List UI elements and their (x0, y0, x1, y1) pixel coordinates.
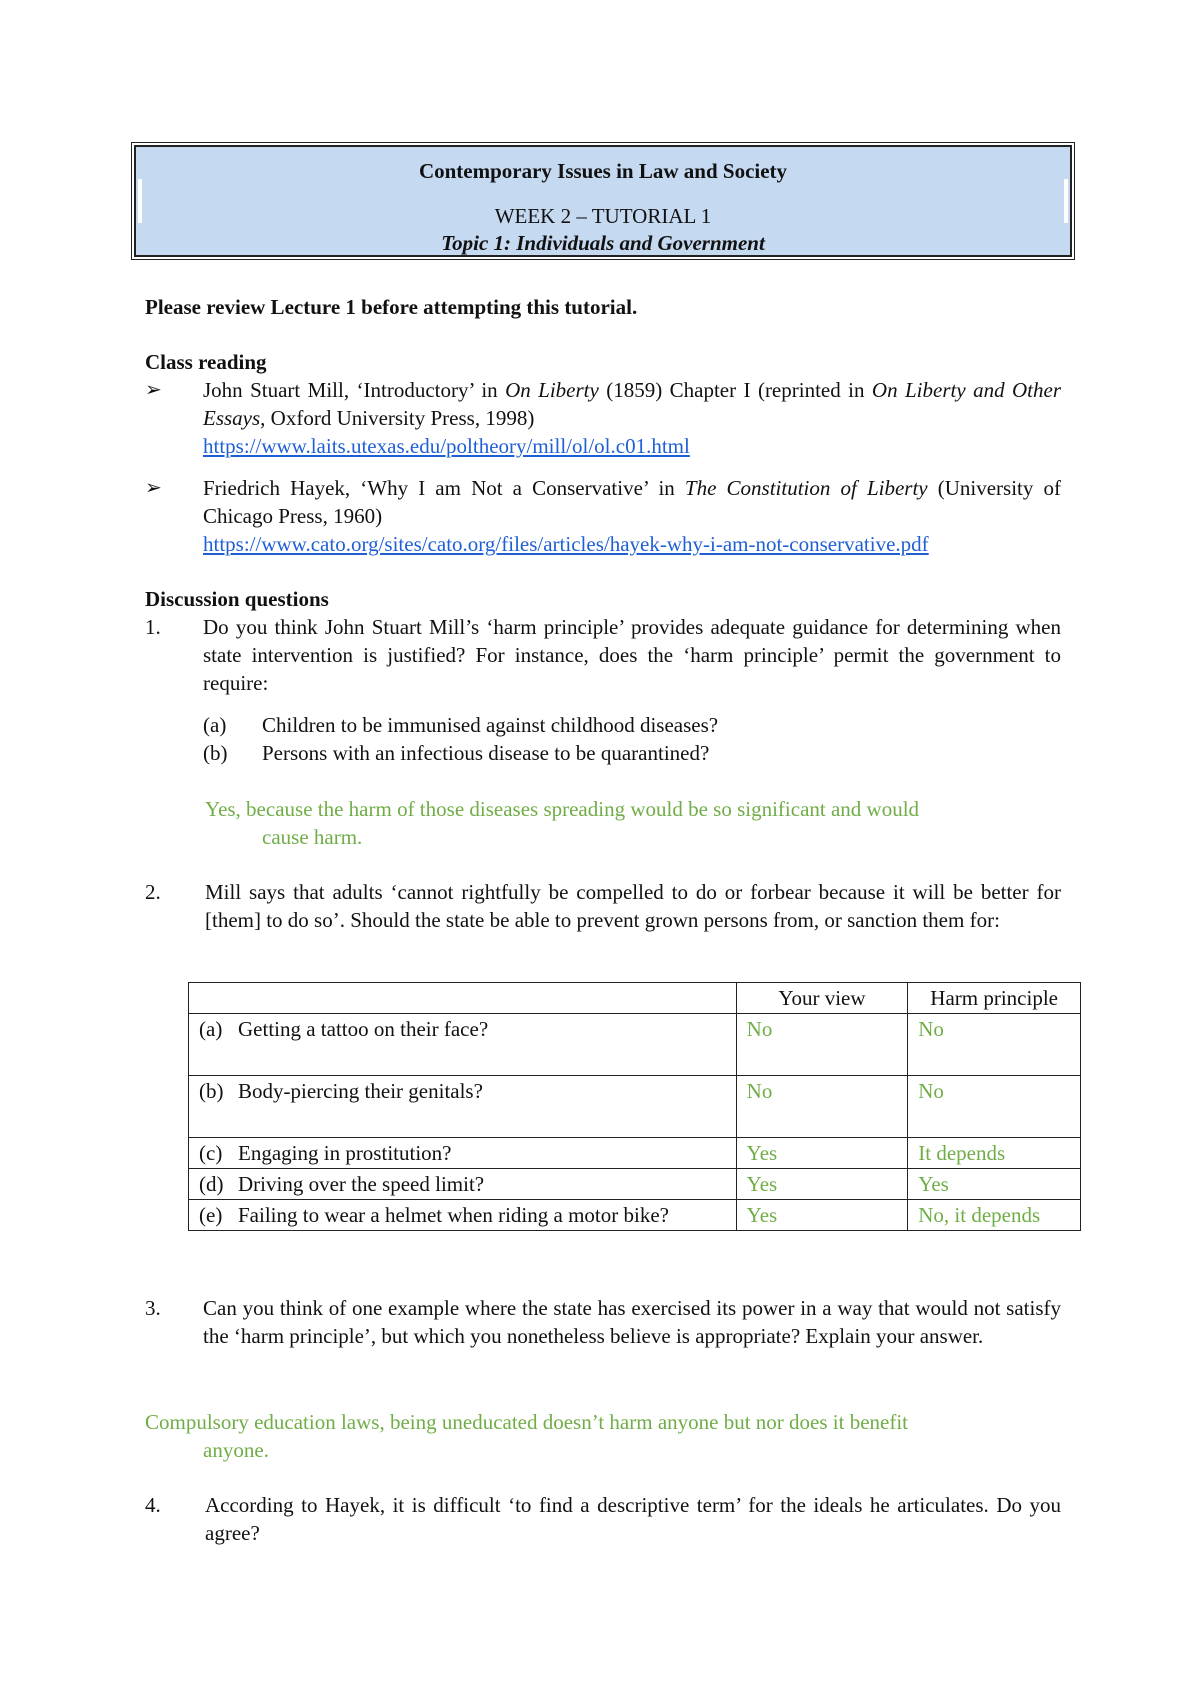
question-number-3: 3. (145, 1296, 161, 1320)
harm-principle-cell: No (908, 1014, 1081, 1076)
table-item-cell: (d) Driving over the speed limit? (189, 1169, 737, 1200)
reading-link-2[interactable]: https://www.cato.org/sites/cato.org/files/articles/hayek-why-i-am-not-conservative.pdf (203, 532, 929, 556)
question-number-2: 2. (145, 880, 161, 904)
week-title: WEEK 2 – TUTORIAL 1 (494, 204, 712, 228)
arrow-bullet-icon: ➢ (145, 379, 162, 401)
question-1-text: Do you think John Stuart Mill’s ‘harm principle’ provides adequate guidance for determining when state intervention is justified? For instance, does the ‘harm principle’ permit the government to require: (203, 615, 1061, 695)
reading-item-1: John Stuart Mill, ‘Introductory’ in On Liberty (1859) Chapter I (reprinted in On Liberty and Other Essays, Oxford University Press, 1998) (203, 378, 1061, 430)
question-number-4: 4. (145, 1493, 161, 1517)
question-2-text: Mill says that adults ‘cannot rightfully be compelled to do or forbear because it will be better for [them] to do so’. Should the state be able to prevent grown persons from, or sanction them for: (205, 880, 1061, 932)
intro-note: Please review Lecture 1 before attempting this tutorial. (145, 295, 638, 319)
your-view-cell: Yes (736, 1138, 908, 1169)
table-item-cell: (b) Body-piercing their genitals? (189, 1076, 737, 1138)
your-view-cell: No (736, 1014, 908, 1076)
q1-sub-b-text: Persons with an infectious disease to be quarantined? (262, 741, 710, 765)
table-row (189, 1200, 1081, 1231)
harm-principle-cell: Yes (908, 1169, 1081, 1200)
question-number-1: 1. (145, 615, 161, 639)
your-view-cell: Yes (736, 1169, 908, 1200)
q1-answer-line-2: cause harm. (262, 825, 363, 849)
table-row (189, 1076, 1081, 1138)
table-item-cell: (a) Getting a tattoo on their face? (189, 1014, 737, 1076)
arrow-bullet-icon: ➢ (145, 477, 162, 499)
course-title: Contemporary Issues in Law and Society (418, 159, 788, 183)
harm-principle-cell: It depends (908, 1138, 1081, 1169)
reading-link-1[interactable]: https://www.laits.utexas.edu/poltheory/mill/ol/ol.c01.html (203, 434, 690, 458)
your-view-cell: Yes (736, 1200, 908, 1231)
reading-item-2: Friedrich Hayek, ‘Why I am Not a Conservative’ in The Constitution of Liberty (University of Chicago Press, 1960) (203, 476, 1061, 528)
table-header-blank (189, 983, 737, 1014)
q2-table (188, 982, 1081, 1231)
table-item-cell: (e) Failing to wear a helmet when riding a motor bike? (189, 1200, 737, 1231)
question-3-text: Can you think of one example where the state has exercised its power in a way that would not satisfy the ‘harm principle’, but which you nonetheless believe is appropriate? Explain your answer. (203, 1296, 1061, 1348)
q1-answer-line-1: Yes, because the harm of those diseases spreading would be so significant and would (205, 797, 920, 821)
table-row (189, 1138, 1081, 1169)
class-reading-heading: Class reading (145, 350, 267, 374)
q3-answer-line-2: anyone. (203, 1438, 269, 1462)
harm-principle-cell: No (908, 1076, 1081, 1138)
table-item-cell: (c) Engaging in prostitution? (189, 1138, 737, 1169)
table-header-harm-principle: Harm principle (908, 983, 1081, 1014)
title-box (134, 145, 1072, 257)
q1-sub-b-letter: (b) (203, 741, 228, 765)
q1-sub-a-text: Children to be immunised against childhood diseases? (262, 713, 719, 737)
topic-title: Topic 1: Individuals and Government (441, 231, 765, 255)
discussion-heading: Discussion questions (145, 587, 329, 611)
q1-sub-a-letter: (a) (203, 713, 227, 737)
table-row (189, 1014, 1081, 1076)
table-header-your-view: Your view (736, 983, 908, 1014)
table-row (189, 1169, 1081, 1200)
table-header-row (189, 983, 1081, 1014)
question-4-text: According to Hayek, it is difficult ‘to find a descriptive term’ for the ideals he articulates. Do you agree? (205, 1493, 1061, 1545)
q3-answer-line-1: Compulsory education laws, being uneducated doesn’t harm anyone but nor does it benefit (145, 1410, 909, 1434)
harm-principle-cell: No, it depends (908, 1200, 1081, 1231)
your-view-cell: No (736, 1076, 908, 1138)
